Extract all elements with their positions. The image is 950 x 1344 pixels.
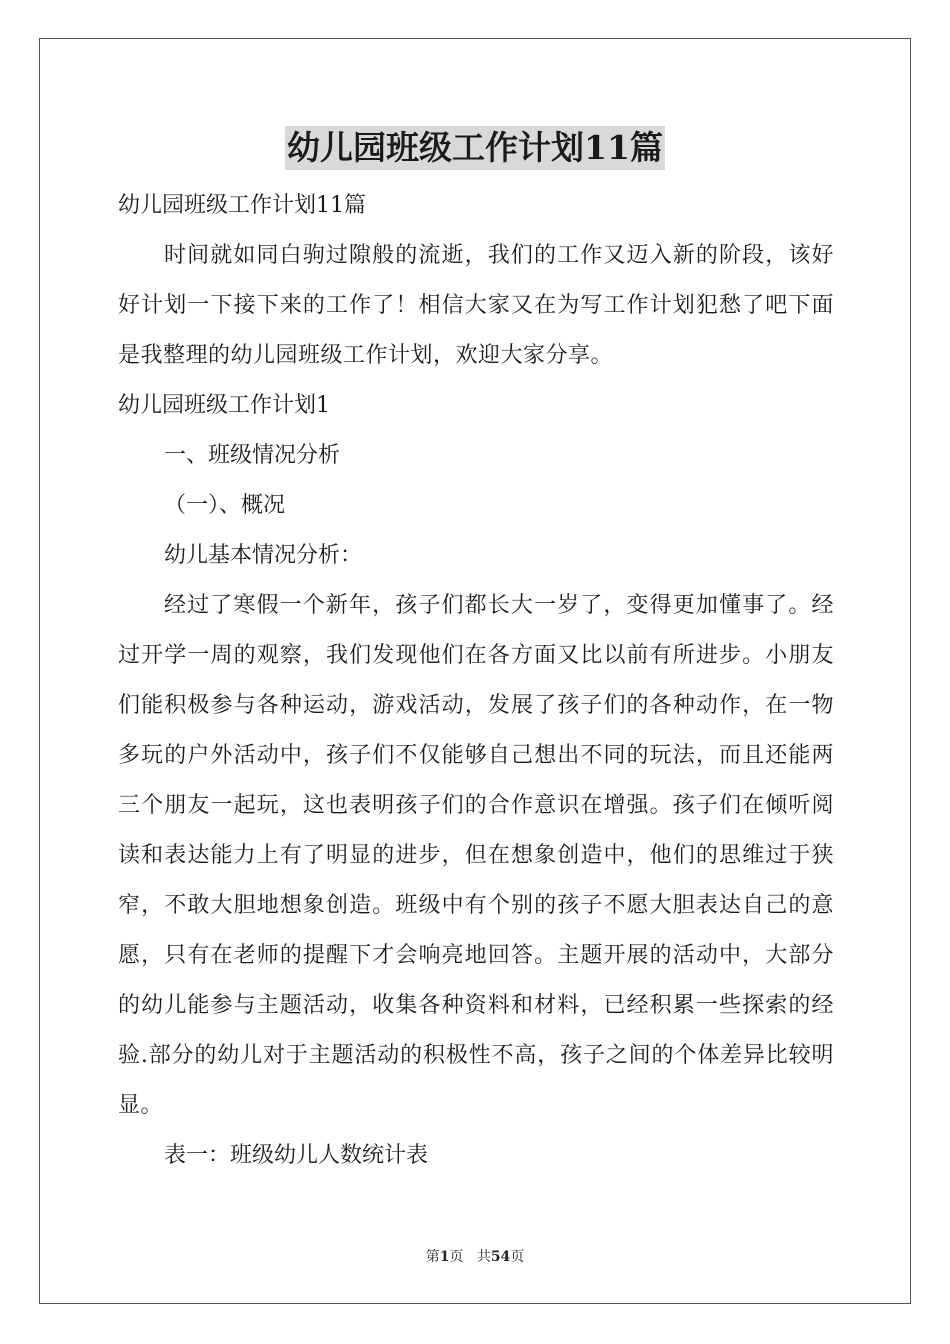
current-page-number: 1 [439,1249,450,1265]
body-paragraph: 经过了寒假一个新年，孩子们都长大一岁了，变得更加懂事了。经过开学一周的观察，我们发现他们在各方面又比以前有所进步。小朋友们能积极参与各种运动，游戏活动，发展了孩子们的各种动作，在一物多玩的户外活动中，孩子们不仅能够自己想出不同的玩法，而且还能两三个朋友一起玩，这也表明孩子们的合作意识在增强。孩子们在倾听阅读和表达能力上有了明显的进步，但在想象创造中，他们的思维过于狭窄，不敢大胆地想象创造。班级中有个别的孩子不愿大胆表达自己的意愿，只有在老师的提醒下才会响亮地回答。主题开展的活动中，大部分的幼儿能参与主题活动，收集各种资料和材料，已经积累一些探索的经验.部分的幼儿对于主题活动的积极性不高，孩子之间的个体差异比较明显。 [118,593,834,1118]
footer-page-unit: 页 [449,1249,464,1265]
table-caption: 表一：班级幼儿人数统计表 [164,1143,429,1168]
footer-prefix: 第 [425,1249,440,1265]
footer-total-prefix: 共 [476,1249,491,1265]
document-body [118,181,834,1181]
title-text: 幼儿园班级工作计划11篇 [285,126,665,170]
footer-total-unit: 页 [510,1249,525,1265]
intro-paragraph: 时间就如同白驹过隙般的流逝，我们的工作又迈入新的阶段，该好好计划一下接下来的工作了！相信大家又在为写工作计划犯愁了吧下面是我整理的幼儿园班级工作计划，欢迎大家分享。 [118,243,834,368]
total-pages-number: 54 [490,1249,511,1265]
page-footer [0,1247,950,1267]
subtitle: 幼儿园班级工作计划11篇 [118,193,366,218]
section-title: 幼儿园班级工作计划1 [118,393,330,418]
heading-basic-analysis: 幼儿基本情况分析： [164,543,363,568]
document-title [0,126,950,170]
heading-class-analysis: 一、班级情况分析 [164,443,341,468]
heading-overview: （一）、概况 [164,493,286,518]
